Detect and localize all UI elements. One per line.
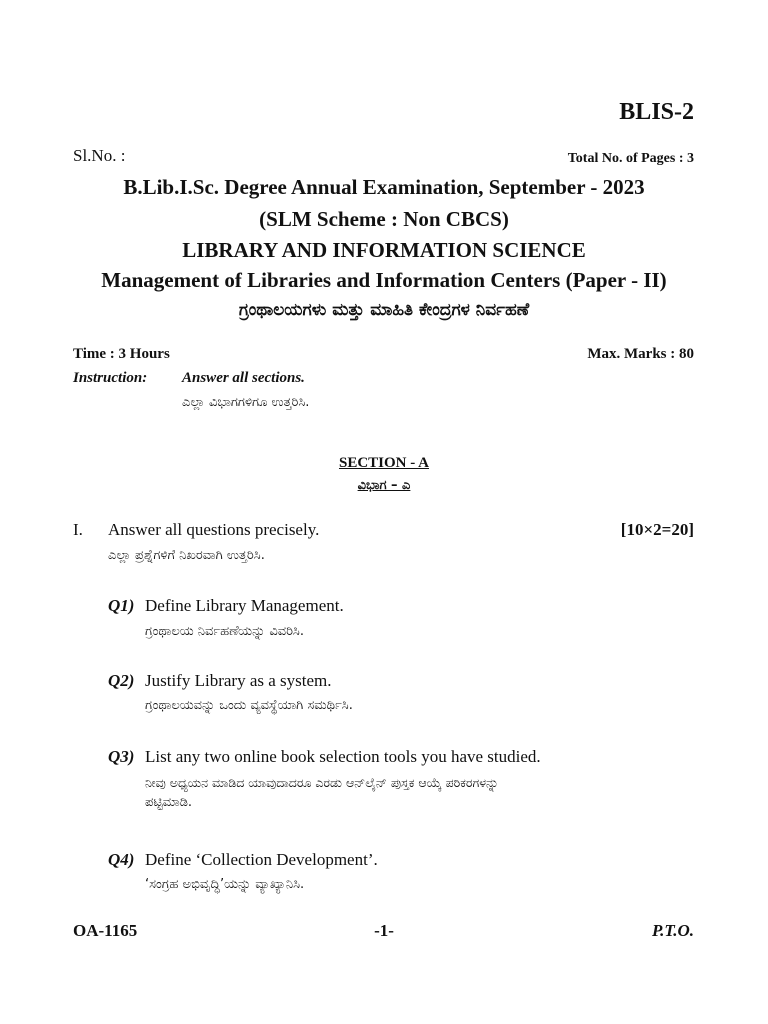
question-text-kannada-cont: ಪಟ್ಟಿಮಾಡಿ. [145,795,193,810]
part-instruction: Answer all questions precisely. [108,520,320,539]
question-text: Define Library Management. [145,596,344,615]
max-marks: Max. Marks : 80 [587,346,694,362]
scheme-title: (SLM Scheme : Non CBCS) [259,207,509,231]
section-heading: SECTION - A [338,455,430,471]
question-text-kannada: ನೀವು ಅಧ್ಯಯನ ಮಾಡಿದ ಯಾವುದಾದರೂ ಎರಡು ಆನ್‌ಲೈನ್ ಪುಸ್ತಕ ಆಯ್ಕೆ ಪರಿಕರಗಳನ್ನು [145,775,499,790]
sl-no-label: Sl.No. : [73,146,126,165]
subject-title: LIBRARY AND INFORMATION SCIENCE [182,238,586,262]
question-text-kannada: ಗ್ರಂಥಾಲಯ ನಿರ್ವಹಣೆಯನ್ನು ವಿವರಿಸಿ. [145,624,304,639]
part-instruction-kannada: ಎಲ್ಲಾ ಪ್ರಶ್ನೆಗಳಿಗೆ ನಿಖರವಾಗಿ ಉತ್ತರಿಸಿ. [108,548,265,563]
question-text: Define ‘Collection Development’. [145,850,378,869]
total-pages: Total No. of Pages : 3 [567,151,694,166]
question-text: Justify Library as a system. [145,671,332,690]
paper-title: Management of Libraries and Information Centers (Paper - II) [101,268,667,292]
time-allowed: Time : 3 Hours [73,346,170,362]
footer-page-number: -1- [374,921,394,940]
instruction-label: Instruction: [73,370,148,386]
question-number: Q4) [108,850,135,869]
question-number: Q3) [108,747,135,766]
part-marks: [10×2=20] [620,520,694,539]
question-number: Q1) [108,596,135,615]
question-number: Q2) [108,671,135,690]
footer-code: OA-1165 [73,921,138,940]
question-text-kannada: ಗ್ರಂಥಾಲಯವನ್ನು ಒಂದು ವ್ಯವಸ್ಥೆಯಾಗಿ ಸಮರ್ಥಿಸಿ. [145,698,353,713]
paper-code: BLIS-2 [619,99,694,125]
question-text: List any two online book selection tools you have studied. [145,747,541,766]
paper-title-kannada: ಗ್ರಂಥಾಲಯಗಳು ಮತ್ತು ಮಾಹಿತಿ ಕೇಂದ್ರಗಳ ನಿರ್ವಹಣೆ [238,300,530,320]
footer-pto: P.T.O. [651,921,694,940]
instruction-kannada: ಎಲ್ಲಾ ವಿಭಾಗಗಳಿಗೂ ಉತ್ತರಿಸಿ. [182,395,310,410]
exam-title: B.Lib.I.Sc. Degree Annual Examination, September - 2023 [123,175,645,199]
question-text-kannada: ‘ಸಂಗ್ರಹ ಅಭಿವೃದ್ಧಿ’ಯನ್ನು ವ್ಯಾಖ್ಯಾನಿಸಿ. [145,877,305,892]
instruction-english: Answer all sections. [182,370,305,386]
section-heading-kannada: ವಿಭಾಗ – ಎ [357,478,411,493]
part-numeral: I. [73,520,83,539]
